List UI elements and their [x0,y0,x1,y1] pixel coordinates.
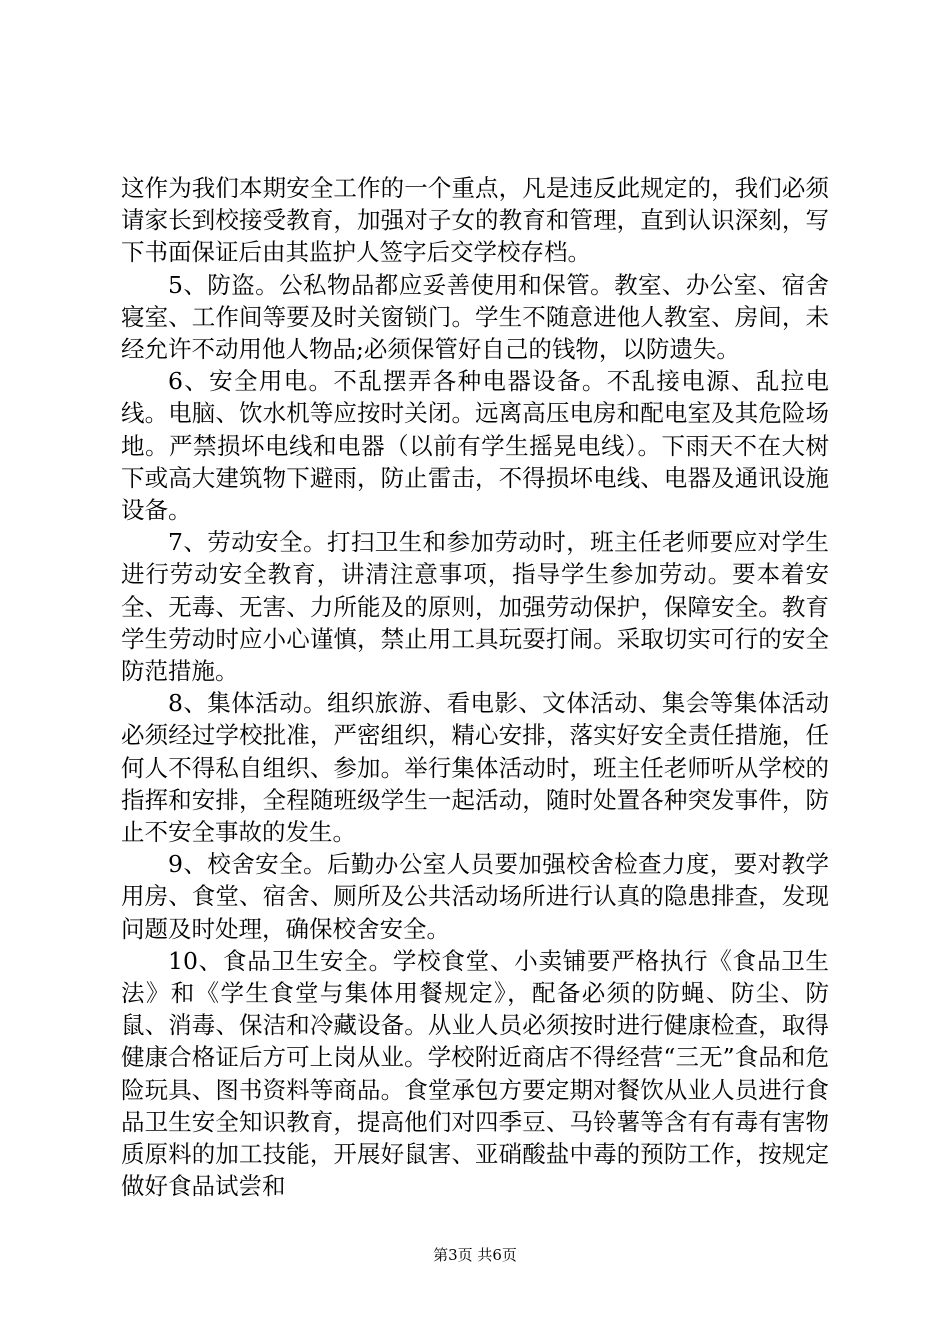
paragraph-continuation: 这作为我们本期安全工作的一个重点，凡是违反此规定的，我们必须请家长到校接受教育，加强对子女的教育和管理，直到认识深刻，写下书面保证后由其监护人签字后交学校存档。 [121,174,829,267]
paragraph-item-5: 5、防盗。公私物品都应妥善使用和保管。教室、办公室、宿舍寝室、工作间等要及时关窗锁门。学生不随意进他人教室、房间，未经允许不动用他人物品;必须保管好自己的钱物，以防遗失。 [121,270,829,364]
paragraph-item-7: 7、劳动安全。打扫卫生和参加劳动时，班主任老师要应对学生进行劳动安全教育，讲清注意事项，指导学生参加劳动。要本着安全、无毒、无害、力所能及的原则，加强劳动保护，保障安全。教育学生劳动时应小心谨慎，禁止用工具玩耍打闹。采取切实可行的安全防范措施。 [121,528,829,686]
paragraph-item-10: 10、食品卫生安全。学校食堂、小卖铺要严格执行《食品卫生法》和《学生食堂与集体用餐规定》，配备必须的防蝇、防尘、防鼠、消毒、保洁和冷藏设备。从业人员必须按时进行健康检查，取得健康合格证后方可上岗从业。学校附近商店不得经营“三无”食品和危险玩具、图书资料等商品。食堂承包方要定期对餐饮从业人员进行食品卫生安全知识教育，提高他们对四季豆、马铃薯等含有有毒有害物质原料的加工技能，开展好鼠害、亚硝酸盐中毒的预防工作，按规定做好食品试尝和 [121,946,829,1201]
paragraph-item-6: 6、安全用电。不乱摆弄各种电器设备。不乱接电源、乱拉电线。电脑、饮水机等应按时关闭。远离高压电房和配电室及其危险场地。严禁损坏电线和电器（以前有学生摇晃电线）。下雨天不在大树下或高大建筑物下避雨，防止雷击，不得损坏电线、电器及通讯设施设备。 [121,367,829,525]
paragraph-item-9: 9、校舍安全。后勤办公室人员要加强校舍检查力度，要对教学用房、食堂、宿舍、厕所及公共活动场所进行认真的隐患排查，发现问题及时处理，确保校舍安全。 [121,850,829,943]
page-number-footer: 第3页 共6页 [433,1246,517,1264]
document-body [121,172,829,1203]
paragraph-item-8: 8、集体活动。组织旅游、看电影、文体活动、集会等集体活动必须经过学校批准，严密组织，精心安排，落实好安全责任措施，任何人不得私自组织、参加。举行集体活动时，班主任老师听从学校的指挥和安排，全程随班级学生一起活动，随时处置各种突发事件，防止不安全事故的发生。 [121,689,829,847]
